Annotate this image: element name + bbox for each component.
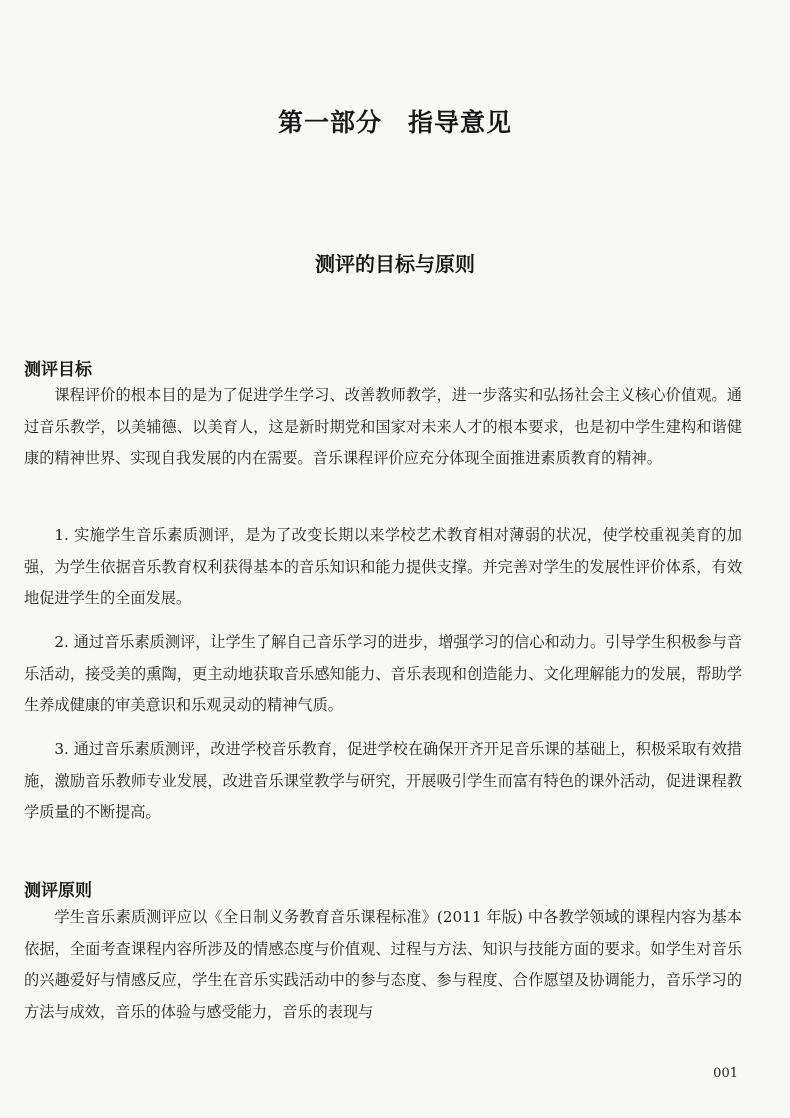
paragraph-goal-2: 2. 通过音乐素质测评，让学生了解自己音乐学习的进步，增强学习的信心和动力。引导学生积极参与音乐活动，接受美的熏陶，更主动地获取音乐感知能力、音乐表现和创造能力、文化理解能力的发展，帮助学生养成健康的审美意识和乐观灵动的精神气质。 (24, 633, 742, 714)
paragraph-intro: 课程评价的根本目的是为了促进学生学习、改善教师教学，进一步落实和弘扬社会主义核心价值观。通过音乐教学，以美辅德、以美育人，这是新时期党和国家对未来人才的根本要求，也是初中学生建构和谐健康的精神世界、实现自我发展的内在需要。音乐课程评价应充分体现全面推进素质教育的精神。 (24, 386, 742, 467)
paragraph-goal-3: 3. 通过音乐素质测评，改进学校音乐教育，促进学校在确保开齐开足音乐课的基础上，积极采取有效措施，激励音乐教师专业发展，改进音乐课堂教学与研究，开展吸引学生而富有特色的课外活动，促进课程教学质量的不断提高。 (24, 740, 742, 821)
subheading-principles: 测评原则 (24, 881, 92, 901)
section-title: 测评的目标与原则 (315, 252, 475, 276)
paragraph-principles: 学生音乐素质测评应以《全日制义务教育音乐课程标准》(2011 年版) 中各教学领域的课程内容为基本依据，全面考查课程内容所涉及的情感态度与价值观、过程与方法、知识与技能方面的要求。如学生对音乐的兴趣爱好与情感反应，学生在音乐实践活动中的参与态度、参与程度、合作愿望及协调能力，音乐学习的方法与成效，音乐的体验与感受能力，音乐的表现与 (24, 908, 742, 1021)
page-number: 001 (713, 1066, 738, 1081)
paragraph-goal-1: 1. 实施学生音乐素质测评，是为了改变长期以来学校艺术教育相对薄弱的状况，使学校重视美育的加强，为学生依据音乐教育权利获得基本的音乐知识和能力提供支撑。并完善对学生的发展性评价体系，有效地促进学生的全面发展。 (24, 526, 742, 607)
subheading-goals: 测评目标 (24, 360, 92, 380)
part-title: 第一部分 指导意见 (277, 108, 512, 137)
